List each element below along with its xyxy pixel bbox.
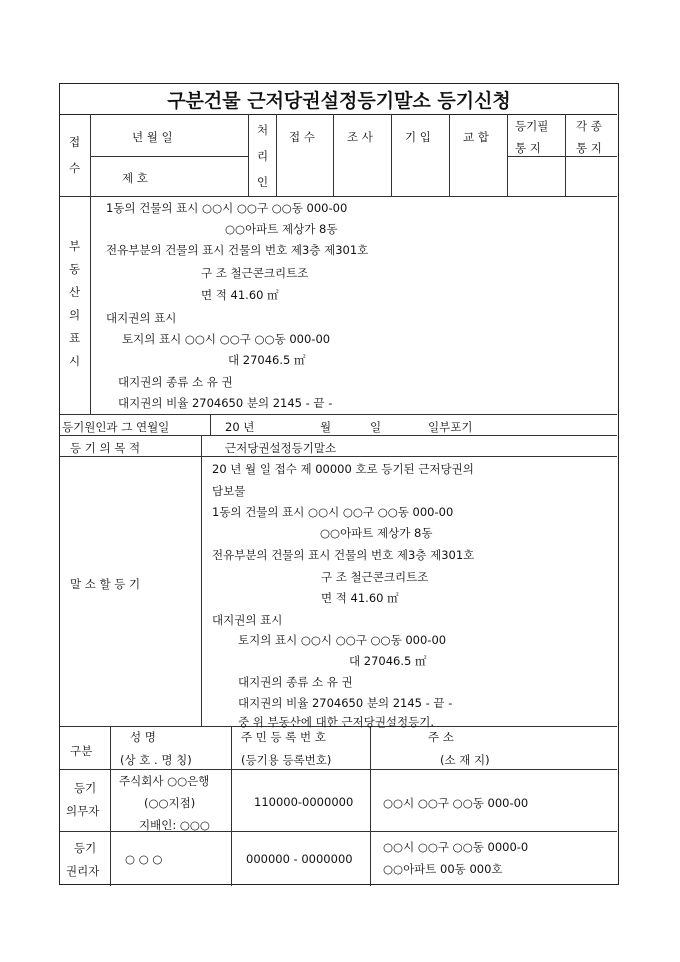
reception-label-bottom: 수 <box>69 161 81 175</box>
col-survey: 조 사 <box>347 130 373 144</box>
col-receipt: 접 수 <box>289 130 315 144</box>
cause-month: 월 <box>320 420 332 434</box>
cancel-line: 면 적 41.60 ㎡ <box>321 591 399 605</box>
cancel-line: 토지의 표시 ○○시 ○○구 ○○동 000-00 <box>238 633 447 647</box>
divider <box>60 769 617 770</box>
divider <box>248 114 249 196</box>
property-line: 토지의 표시 ○○시 ○○구 ○○동 000-00 <box>122 332 331 346</box>
holder-kind-bottom: 권리자 <box>66 864 100 878</box>
property-label-4: 의 <box>69 308 81 322</box>
divider <box>90 114 91 196</box>
property-line: 구 조 철근콘크리트조 <box>201 266 309 280</box>
property-line: 1동의 건물의 표시 ○○시 ○○구 ○○동 000-00 <box>106 201 348 215</box>
obligor-name-line2: (○○지점) <box>144 796 196 810</box>
notify-col1-top: 등기필 <box>515 119 549 133</box>
purpose-value: 근저당권설정등기말소 <box>225 441 337 455</box>
cancel-line: 1동의 건물의 표시 ○○시 ○○구 ○○동 000-00 <box>212 505 454 519</box>
property-line: 면 적 41.60 ㎡ <box>201 288 279 302</box>
parties-name-header-top: 성 명 <box>130 730 156 744</box>
property-line: 대지권의 비율 2704650 분의 2145 - 끝 - <box>118 396 333 410</box>
holder-name: ○ ○ ○ <box>125 852 163 866</box>
divider <box>507 156 617 157</box>
cancel-line: 20 년 월 일 접수 제 00000 호로 등기된 근저당권의 <box>212 462 474 476</box>
obligor-kind-bottom: 의무자 <box>66 804 100 818</box>
parties-name-header-bottom: (상 호 . 명 칭) <box>120 753 192 767</box>
divider <box>60 456 617 457</box>
divider <box>60 435 617 436</box>
form-title: 구분건물 근저당권설정등기말소 등기신청 <box>167 89 511 112</box>
holder-id: 000000 - 0000000 <box>246 852 353 866</box>
cancel-line: 대지권의 비율 2704650 분의 2145 - 끝 - <box>238 696 453 710</box>
divider <box>201 435 202 456</box>
divider <box>60 414 617 415</box>
process-label-3: 인 <box>257 175 269 189</box>
cause-label: 등기원인과 그 연월일 <box>62 420 170 434</box>
col-entry: 기 입 <box>405 130 431 144</box>
obligor-kind-top: 등기 <box>74 781 97 795</box>
notify-col2-top: 각 종 <box>576 119 602 133</box>
parties-addr-header-bottom: (소 재 지) <box>440 753 490 767</box>
property-line: 대 27046.5 ㎡ <box>228 353 306 367</box>
cancel-line: 중 위 부동산에 대한 근저당권설정등기. <box>238 715 435 729</box>
process-label-2: 리 <box>257 149 269 163</box>
cancel-line: 전유부분의 건물의 표시 건물의 번호 제3층 제301호 <box>212 548 475 562</box>
cause-year: 20 년 <box>225 420 255 434</box>
parties-addr-header-top: 주 소 <box>428 730 454 744</box>
notify-col1-bottom: 통 지 <box>515 141 541 155</box>
property-line: 대지권의 종류 소 유 권 <box>118 375 233 389</box>
property-label-1: 부 <box>69 239 81 253</box>
col-verify: 교 합 <box>463 130 489 144</box>
holder-address-line2: ○○아파트 00동 000호 <box>383 862 503 876</box>
parties-id-header-bottom: (등기용 등록번호) <box>241 753 332 767</box>
holder-address-line1: ○○시 ○○구 ○○동 0000-0 <box>383 840 529 854</box>
reception-date-label: 년 월 일 <box>132 130 173 144</box>
property-label-3: 산 <box>69 285 81 299</box>
cause-day: 일 <box>370 420 382 434</box>
parties-kind-header: 구분 <box>70 744 93 758</box>
divider <box>60 196 617 197</box>
cancel-line: 대지권의 종류 소 유 권 <box>238 675 353 689</box>
divider <box>507 114 508 196</box>
divider <box>231 726 232 886</box>
reception-number-label: 제 호 <box>122 171 148 185</box>
property-label-2: 동 <box>69 262 81 276</box>
property-line: 대지권의 표시 <box>106 311 177 325</box>
cancel-line: 대지권의 표시 <box>212 613 283 627</box>
divider <box>110 726 111 886</box>
divider <box>449 114 450 196</box>
property-line: ○○아파트 제상가 8동 <box>225 222 338 236</box>
divider <box>60 114 617 115</box>
reception-label-top: 접 <box>69 135 81 149</box>
cancel-line: 담보물 <box>212 484 246 498</box>
property-line: 전유부분의 건물의 표시 건물의 번호 제3층 제301호 <box>106 243 369 257</box>
divider <box>565 114 566 196</box>
registration-form <box>59 83 619 885</box>
divider <box>201 456 202 726</box>
divider <box>90 156 248 157</box>
obligor-name-line1: 주식회사 ○○은행 <box>119 774 210 788</box>
cancel-label: 말 소 할 등 기 <box>70 577 141 591</box>
divider <box>90 196 91 414</box>
property-label-5: 표 <box>69 331 81 345</box>
divider <box>370 726 371 886</box>
obligor-id: 110000-0000000 <box>254 795 354 809</box>
parties-id-header-top: 주 민 등 록 번 호 <box>241 730 326 744</box>
divider <box>333 114 334 196</box>
purpose-label: 등 기 의 목 적 <box>70 441 141 455</box>
cancel-line: 대 27046.5 ㎡ <box>349 654 427 668</box>
property-label-6: 시 <box>69 354 81 368</box>
process-label-1: 처 <box>257 123 269 137</box>
cause-reason: 일부포기 <box>428 420 473 434</box>
divider <box>391 114 392 196</box>
notify-col2-bottom: 통 지 <box>576 141 602 155</box>
cancel-line: ○○아파트 제상가 8동 <box>320 526 433 540</box>
obligor-name-line3: 지배인: ○○○ <box>139 818 210 832</box>
cancel-line: 구 조 철근콘크리트조 <box>321 570 429 584</box>
divider <box>210 414 211 435</box>
holder-kind-top: 등기 <box>74 841 97 855</box>
divider <box>276 114 277 196</box>
obligor-address: ○○시 ○○구 ○○동 000-00 <box>383 796 529 810</box>
